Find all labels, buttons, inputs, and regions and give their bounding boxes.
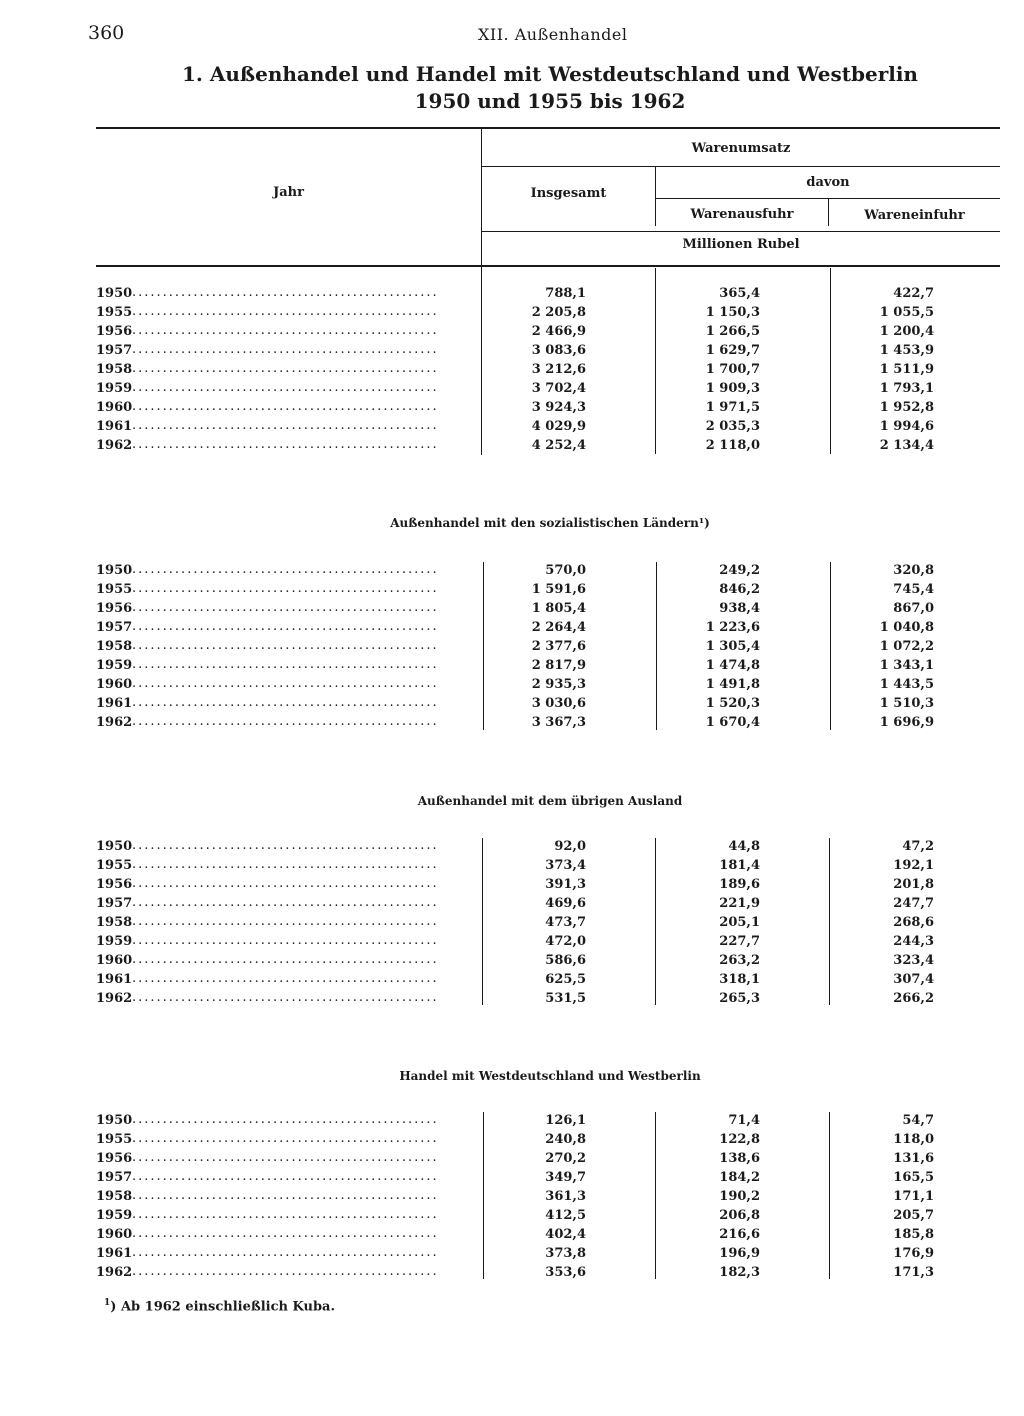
wareneinfuhr-cell: 307,4 bbox=[893, 972, 934, 987]
warenausfuhr-cell: 938,4 bbox=[719, 601, 760, 616]
leader-dots: .................................................. bbox=[132, 695, 439, 710]
warenausfuhr-cell: 2 118,0 bbox=[705, 438, 760, 453]
table-row bbox=[96, 715, 946, 734]
insgesamt-cell: 1 591,6 bbox=[531, 582, 586, 597]
insgesamt-cell: 4 252,4 bbox=[531, 438, 586, 453]
year-cell: 1958 bbox=[96, 639, 133, 654]
warenausfuhr-cell: 846,2 bbox=[719, 582, 760, 597]
insgesamt-cell: 586,6 bbox=[545, 953, 586, 968]
year-cell: 1956 bbox=[96, 324, 133, 339]
year-cell: 1960 bbox=[96, 1227, 133, 1242]
insgesamt-cell: 2 817,9 bbox=[531, 658, 586, 673]
column-header-wareneinfuhr: Wareneinfuhr bbox=[864, 208, 965, 223]
leader-dots: .................................................. bbox=[132, 285, 439, 300]
table-row bbox=[96, 1246, 946, 1265]
wareneinfuhr-cell: 244,3 bbox=[893, 934, 934, 949]
year-cell: 1955 bbox=[96, 1132, 133, 1147]
warenausfuhr-cell: 122,8 bbox=[719, 1132, 760, 1147]
year-cell: 1957 bbox=[96, 1170, 133, 1185]
warenausfuhr-cell: 138,6 bbox=[719, 1151, 760, 1166]
year-cell: 1958 bbox=[96, 1189, 133, 1204]
year-cell: 1950 bbox=[96, 839, 133, 854]
year-cell: 1962 bbox=[96, 991, 133, 1006]
leader-dots: .................................................. bbox=[132, 1188, 439, 1203]
column-header-warenausfuhr: Warenausfuhr bbox=[690, 207, 794, 222]
table-row bbox=[96, 1227, 946, 1246]
warenausfuhr-cell: 1 700,7 bbox=[705, 362, 760, 377]
table-row bbox=[96, 362, 946, 381]
insgesamt-cell: 2 466,9 bbox=[531, 324, 586, 339]
leader-dots: .................................................. bbox=[132, 1245, 439, 1260]
year-cell: 1961 bbox=[96, 419, 133, 434]
leader-dots: .................................................. bbox=[132, 638, 439, 653]
table-row bbox=[96, 419, 946, 438]
warenausfuhr-cell: 196,9 bbox=[719, 1246, 760, 1261]
table-title: 1. Außenhandel und Handel mit Westdeutschland und Westberlin bbox=[182, 62, 918, 86]
insgesamt-cell: 92,0 bbox=[554, 839, 586, 854]
page-number: 360 bbox=[88, 22, 125, 44]
table-row bbox=[96, 1265, 946, 1284]
wareneinfuhr-cell: 1 511,9 bbox=[879, 362, 934, 377]
wareneinfuhr-cell: 266,2 bbox=[893, 991, 934, 1006]
table-row bbox=[96, 343, 946, 362]
section-title-socialist: Außenhandel mit den sozialistischen Ländern¹) bbox=[390, 516, 710, 530]
warenausfuhr-cell: 1 491,8 bbox=[705, 677, 760, 692]
insgesamt-cell: 373,4 bbox=[545, 858, 586, 873]
wareneinfuhr-cell: 247,7 bbox=[893, 896, 934, 911]
insgesamt-cell: 3 030,6 bbox=[531, 696, 586, 711]
leader-dots: .................................................. bbox=[132, 1264, 439, 1279]
table-row bbox=[96, 1170, 946, 1189]
table-row bbox=[96, 582, 946, 601]
year-cell: 1950 bbox=[96, 1113, 133, 1128]
insgesamt-cell: 3 702,4 bbox=[531, 381, 586, 396]
table-row bbox=[96, 696, 946, 715]
leader-dots: .................................................. bbox=[132, 838, 439, 853]
wareneinfuhr-cell: 320,8 bbox=[893, 563, 934, 578]
column-header-davon: davon bbox=[806, 175, 850, 190]
year-cell: 1962 bbox=[96, 715, 133, 730]
year-cell: 1961 bbox=[96, 696, 133, 711]
section-title-west-germany: Handel mit Westdeutschland und Westberlin bbox=[399, 1069, 701, 1083]
year-cell: 1957 bbox=[96, 620, 133, 635]
table-row bbox=[96, 1208, 946, 1227]
leader-dots: .................................................. bbox=[132, 1112, 439, 1127]
table-row bbox=[96, 915, 946, 934]
insgesamt-cell: 3 083,6 bbox=[531, 343, 586, 358]
table-row bbox=[96, 381, 946, 400]
wareneinfuhr-cell: 1 072,2 bbox=[879, 639, 934, 654]
table-row bbox=[96, 639, 946, 658]
table-row bbox=[96, 972, 946, 991]
insgesamt-cell: 126,1 bbox=[545, 1113, 586, 1128]
warenausfuhr-cell: 181,4 bbox=[719, 858, 760, 873]
year-cell: 1950 bbox=[96, 563, 133, 578]
table-subtitle: 1950 und 1955 bis 1962 bbox=[414, 89, 686, 113]
insgesamt-cell: 4 029,9 bbox=[531, 419, 586, 434]
table-row bbox=[96, 305, 946, 324]
table-row bbox=[96, 991, 946, 1010]
year-cell: 1955 bbox=[96, 858, 133, 873]
wareneinfuhr-cell: 745,4 bbox=[893, 582, 934, 597]
leader-dots: .................................................. bbox=[132, 304, 439, 319]
column-header-warenumsatz: Warenumsatz bbox=[691, 141, 791, 156]
table-row bbox=[96, 563, 946, 582]
leader-dots: .................................................. bbox=[132, 857, 439, 872]
table-row bbox=[96, 1132, 946, 1151]
year-cell: 1958 bbox=[96, 362, 133, 377]
insgesamt-cell: 570,0 bbox=[545, 563, 586, 578]
wareneinfuhr-cell: 205,7 bbox=[893, 1208, 934, 1223]
insgesamt-cell: 412,5 bbox=[545, 1208, 586, 1223]
insgesamt-cell: 625,5 bbox=[545, 972, 586, 987]
year-cell: 1957 bbox=[96, 343, 133, 358]
wareneinfuhr-cell: 1 952,8 bbox=[879, 400, 934, 415]
table-row bbox=[96, 620, 946, 639]
warenausfuhr-cell: 71,4 bbox=[728, 1113, 760, 1128]
warenausfuhr-cell: 365,4 bbox=[719, 286, 760, 301]
leader-dots: .................................................. bbox=[132, 380, 439, 395]
leader-dots: .................................................. bbox=[132, 342, 439, 357]
warenausfuhr-cell: 184,2 bbox=[719, 1170, 760, 1185]
column-header-jahr: Jahr bbox=[273, 185, 304, 200]
year-cell: 1958 bbox=[96, 915, 133, 930]
insgesamt-cell: 2 377,6 bbox=[531, 639, 586, 654]
leader-dots: .................................................. bbox=[132, 600, 439, 615]
insgesamt-cell: 3 367,3 bbox=[531, 715, 586, 730]
warenausfuhr-cell: 249,2 bbox=[719, 563, 760, 578]
table-row bbox=[96, 896, 946, 915]
table-row bbox=[96, 1113, 946, 1132]
leader-dots: .................................................. bbox=[132, 1131, 439, 1146]
table-row bbox=[96, 858, 946, 877]
wareneinfuhr-cell: 268,6 bbox=[893, 915, 934, 930]
insgesamt-cell: 373,8 bbox=[545, 1246, 586, 1261]
wareneinfuhr-cell: 192,1 bbox=[893, 858, 934, 873]
insgesamt-cell: 361,3 bbox=[545, 1189, 586, 1204]
warenausfuhr-cell: 206,8 bbox=[719, 1208, 760, 1223]
leader-dots: .................................................. bbox=[132, 581, 439, 596]
footnote bbox=[104, 1298, 335, 1314]
insgesamt-cell: 349,7 bbox=[545, 1170, 586, 1185]
warenausfuhr-cell: 216,6 bbox=[719, 1227, 760, 1242]
year-cell: 1957 bbox=[96, 896, 133, 911]
leader-dots: .................................................. bbox=[132, 676, 439, 691]
leader-dots: .................................................. bbox=[132, 619, 439, 634]
wareneinfuhr-cell: 1 510,3 bbox=[879, 696, 934, 711]
wareneinfuhr-cell: 1 793,1 bbox=[879, 381, 934, 396]
header-bottom-rule bbox=[96, 265, 1000, 267]
year-cell: 1955 bbox=[96, 582, 133, 597]
warenausfuhr-cell: 1 150,3 bbox=[705, 305, 760, 320]
year-cell: 1950 bbox=[96, 286, 133, 301]
warenausfuhr-cell: 1 474,8 bbox=[705, 658, 760, 673]
wareneinfuhr-cell: 1 443,5 bbox=[879, 677, 934, 692]
leader-dots: .................................................. bbox=[132, 990, 439, 1005]
warenausfuhr-cell: 44,8 bbox=[728, 839, 760, 854]
leader-dots: .................................................. bbox=[132, 437, 439, 452]
wareneinfuhr-cell: 185,8 bbox=[893, 1227, 934, 1242]
year-cell: 1960 bbox=[96, 953, 133, 968]
year-cell: 1959 bbox=[96, 1208, 133, 1223]
leader-dots: .................................................. bbox=[132, 876, 439, 891]
warenausfuhr-cell: 1 670,4 bbox=[705, 715, 760, 730]
footnote-marker: 1 bbox=[104, 1298, 111, 1308]
leader-dots: .................................................. bbox=[132, 971, 439, 986]
wareneinfuhr-cell: 1 994,6 bbox=[879, 419, 934, 434]
warenausfuhr-cell: 182,3 bbox=[719, 1265, 760, 1280]
table-row bbox=[96, 1189, 946, 1208]
insgesamt-cell: 3 212,6 bbox=[531, 362, 586, 377]
wareneinfuhr-cell: 1 200,4 bbox=[879, 324, 934, 339]
insgesamt-cell: 2 935,3 bbox=[531, 677, 586, 692]
leader-dots: .................................................. bbox=[132, 361, 439, 376]
year-cell: 1960 bbox=[96, 677, 133, 692]
insgesamt-cell: 473,7 bbox=[545, 915, 586, 930]
wareneinfuhr-cell: 118,0 bbox=[893, 1132, 934, 1147]
year-cell: 1956 bbox=[96, 1151, 133, 1166]
wareneinfuhr-cell: 1 696,9 bbox=[879, 715, 934, 730]
warenumsatz-underline bbox=[482, 166, 1000, 167]
table-row bbox=[96, 877, 946, 896]
table-row bbox=[96, 438, 946, 457]
header-top-rule bbox=[96, 127, 1000, 129]
warenausfuhr-cell: 265,3 bbox=[719, 991, 760, 1006]
warenausfuhr-cell: 1 520,3 bbox=[705, 696, 760, 711]
warenausfuhr-cell: 1 971,5 bbox=[705, 400, 760, 415]
year-cell: 1956 bbox=[96, 877, 133, 892]
year-cell: 1961 bbox=[96, 972, 133, 987]
leader-dots: .................................................. bbox=[132, 1169, 439, 1184]
insgesamt-cell: 472,0 bbox=[545, 934, 586, 949]
wareneinfuhr-cell: 1 343,1 bbox=[879, 658, 934, 673]
wareneinfuhr-cell: 323,4 bbox=[893, 953, 934, 968]
leader-dots: .................................................. bbox=[132, 914, 439, 929]
unit-overline bbox=[482, 231, 1000, 232]
year-cell: 1962 bbox=[96, 438, 133, 453]
year-cell: 1959 bbox=[96, 658, 133, 673]
warenausfuhr-cell: 2 035,3 bbox=[705, 419, 760, 434]
leader-dots: .................................................. bbox=[132, 895, 439, 910]
wareneinfuhr-cell: 422,7 bbox=[893, 286, 934, 301]
wareneinfuhr-cell: 1 055,5 bbox=[879, 305, 934, 320]
running-head: XII. Außenhandel bbox=[478, 25, 628, 44]
leader-dots: .................................................. bbox=[132, 933, 439, 948]
insgesamt-cell: 3 924,3 bbox=[531, 400, 586, 415]
leader-dots: .................................................. bbox=[132, 418, 439, 433]
table-row bbox=[96, 677, 946, 696]
unit-label: Millionen Rubel bbox=[682, 237, 800, 252]
table-row bbox=[96, 601, 946, 620]
wareneinfuhr-cell: 201,8 bbox=[893, 877, 934, 892]
table-row bbox=[96, 953, 946, 972]
warenausfuhr-cell: 1 223,6 bbox=[705, 620, 760, 635]
leader-dots: .................................................. bbox=[132, 952, 439, 967]
leader-dots: .................................................. bbox=[132, 323, 439, 338]
wareneinfuhr-cell: 54,7 bbox=[902, 1113, 934, 1128]
leader-dots: .................................................. bbox=[132, 657, 439, 672]
year-cell: 1962 bbox=[96, 1265, 133, 1280]
year-cell: 1956 bbox=[96, 601, 133, 616]
year-cell: 1959 bbox=[96, 381, 133, 396]
wareneinfuhr-cell: 171,3 bbox=[893, 1265, 934, 1280]
insgesamt-cell: 402,4 bbox=[545, 1227, 586, 1242]
wareneinfuhr-cell: 176,9 bbox=[893, 1246, 934, 1261]
warenausfuhr-cell: 1 305,4 bbox=[705, 639, 760, 654]
warenausfuhr-cell: 1 266,5 bbox=[705, 324, 760, 339]
insgesamt-cell: 270,2 bbox=[545, 1151, 586, 1166]
leader-dots: .................................................. bbox=[132, 399, 439, 414]
leader-dots: .................................................. bbox=[132, 714, 439, 729]
insgesamt-cell: 1 805,4 bbox=[531, 601, 586, 616]
table-row bbox=[96, 839, 946, 858]
wareneinfuhr-cell: 867,0 bbox=[893, 601, 934, 616]
table-row bbox=[96, 286, 946, 305]
year-cell: 1955 bbox=[96, 305, 133, 320]
warenausfuhr-cell: 263,2 bbox=[719, 953, 760, 968]
insgesamt-cell: 240,8 bbox=[545, 1132, 586, 1147]
footnote-text: ) Ab 1962 einschließlich Kuba. bbox=[110, 1299, 335, 1315]
table-row bbox=[96, 934, 946, 953]
warenausfuhr-cell: 318,1 bbox=[719, 972, 760, 987]
insgesamt-cell: 391,3 bbox=[545, 877, 586, 892]
wareneinfuhr-cell: 131,6 bbox=[893, 1151, 934, 1166]
insgesamt-cell: 2 264,4 bbox=[531, 620, 586, 635]
leader-dots: .................................................. bbox=[132, 1207, 439, 1222]
insgesamt-cell: 2 205,8 bbox=[531, 305, 586, 320]
wareneinfuhr-cell: 47,2 bbox=[902, 839, 934, 854]
wareneinfuhr-cell: 1 453,9 bbox=[879, 343, 934, 358]
section-title-other-countries: Außenhandel mit dem übrigen Ausland bbox=[417, 794, 683, 808]
column-header-insgesamt: Insgesamt bbox=[530, 186, 607, 201]
leader-dots: .................................................. bbox=[132, 1150, 439, 1165]
insgesamt-cell: 469,6 bbox=[545, 896, 586, 911]
wareneinfuhr-cell: 1 040,8 bbox=[879, 620, 934, 635]
warenausfuhr-cell: 1 909,3 bbox=[705, 381, 760, 396]
insgesamt-cell: 531,5 bbox=[545, 991, 586, 1006]
warenausfuhr-cell: 190,2 bbox=[719, 1189, 760, 1204]
year-cell: 1959 bbox=[96, 934, 133, 949]
table-row bbox=[96, 658, 946, 677]
table-row bbox=[96, 1151, 946, 1170]
year-cell: 1961 bbox=[96, 1246, 133, 1261]
insgesamt-cell: 353,6 bbox=[545, 1265, 586, 1280]
warenausfuhr-cell: 221,9 bbox=[719, 896, 760, 911]
year-cell: 1960 bbox=[96, 400, 133, 415]
insgesamt-cell: 788,1 bbox=[545, 286, 586, 301]
wareneinfuhr-cell: 2 134,4 bbox=[879, 438, 934, 453]
wareneinfuhr-cell: 165,5 bbox=[893, 1170, 934, 1185]
leader-dots: .................................................. bbox=[132, 1226, 439, 1241]
wareneinfuhr-cell: 171,1 bbox=[893, 1189, 934, 1204]
table-row bbox=[96, 400, 946, 419]
warenausfuhr-cell: 205,1 bbox=[719, 915, 760, 930]
warenausfuhr-cell: 1 629,7 bbox=[705, 343, 760, 358]
warenausfuhr-cell: 189,6 bbox=[719, 877, 760, 892]
table-row bbox=[96, 324, 946, 343]
leader-dots: .................................................. bbox=[132, 562, 439, 577]
warenausfuhr-cell: 227,7 bbox=[719, 934, 760, 949]
